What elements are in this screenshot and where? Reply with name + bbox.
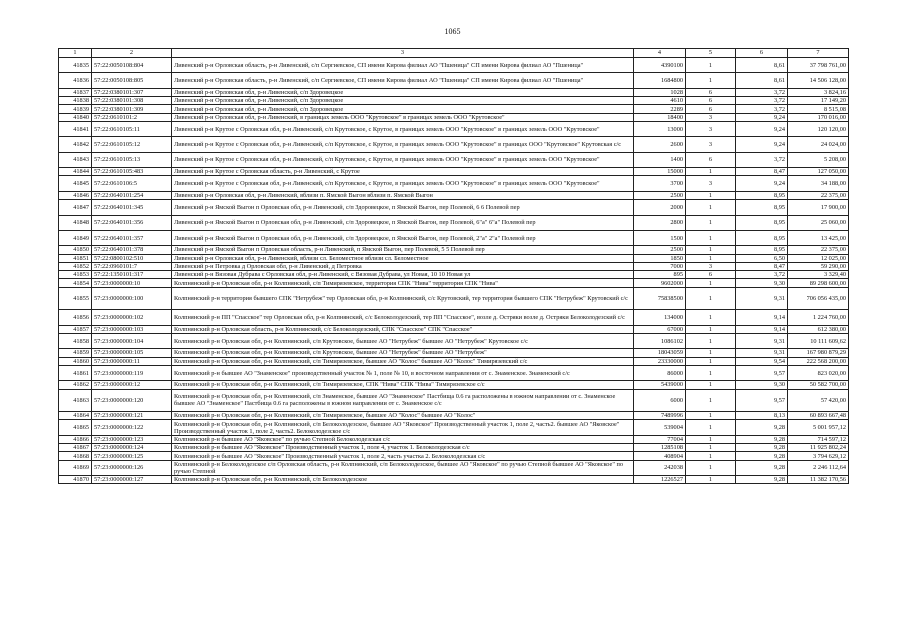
cadastral-number: 57:22:0050108:805 [92,73,172,88]
row-number: 41860 [59,357,92,365]
area-value: 77004 [634,435,686,443]
table-row [59,73,849,88]
specific-value: 8,95 [736,191,788,199]
cadastral-value: 222 568 200,00 [788,357,849,365]
land-use-group: 1 [686,444,736,452]
cadastral-value: 1 224 760,00 [788,310,849,325]
land-use-group: 1 [686,279,736,287]
cadastral-value: 5 208,00 [788,152,849,167]
land-use-group: 1 [686,476,736,484]
row-number: 41866 [59,435,92,443]
table-row [59,176,849,191]
location-description: Колпнянский р-н Орловская обл, р-н Колпнянский, с/п Тимирязевское, территория СПК "Нива" территория СПК "Нива" [172,279,634,287]
cadastral-number: 57:23:0000000:119 [92,365,172,380]
area-value: 6000 [634,389,686,412]
cadastral-value: 11 925 802,24 [788,444,849,452]
cadastral-number: 57:22:0610106:5 [92,176,172,191]
area-value: 1400 [634,152,686,167]
land-use-group: 3 [686,137,736,152]
cadastral-number: 57:22:0640101:357 [92,230,172,245]
land-use-group: 1 [686,357,736,365]
row-number: 41835 [59,58,92,73]
area-value: 4390100 [634,58,686,73]
location-description: Ливенский р-н Ямской Выгон п Орловская обл, р-н Ливенский, с/п Здоровецкое, п Ямской Выгон, пер Полевой, 2"а" 2"а" Полевой пер [172,230,634,245]
specific-value: 3,72 [736,271,788,279]
row-number: 41870 [59,476,92,484]
location-description: Ливенский р-н Крутое с Орловская область, р-н Ливенский, с Крутое [172,168,634,176]
land-use-group: 1 [686,168,736,176]
location-description: Колпнянский р-н бывшее АО "Яковское" Производственный участок 1, поле 4, участок 1. Белоколодезская с/с [172,444,634,452]
specific-value: 9,14 [736,310,788,325]
land-use-group: 1 [686,365,736,380]
area-value: 18400 [634,113,686,121]
specific-value: 9,30 [736,381,788,389]
cadastral-value: 3 824,16 [788,88,849,96]
table-row [59,412,849,420]
table-row [59,357,849,365]
table-row [59,389,849,412]
land-use-group: 1 [686,412,736,420]
table-row [59,230,849,245]
cadastral-number: 57:23:0000000:123 [92,435,172,443]
specific-value: 8,95 [736,215,788,230]
land-use-group: 3 [686,176,736,191]
cadastral-number: 57:22:0640101:378 [92,246,172,254]
specific-value: 9,28 [736,420,788,435]
area-value: 2800 [634,215,686,230]
table-row [59,97,849,105]
land-use-group: 3 [686,113,736,121]
table-row [59,105,849,113]
area-value: 2500 [634,191,686,199]
table-row [59,168,849,176]
cadastral-value: 10 111 609,62 [788,333,849,348]
table-row [59,325,849,333]
specific-value: 9,57 [736,389,788,412]
row-number: 41848 [59,215,92,230]
table-row [59,200,849,215]
row-number: 41847 [59,200,92,215]
land-use-group: 1 [686,333,736,348]
column-header: 1 [59,49,92,58]
location-description: Колпнянский р-н Орловская обл, р-н Колпнянский, с/п Крутовское, бывшее АО "Нетрубеж" бывшее АО "Нетрубеж" [172,349,634,357]
area-value: 86000 [634,365,686,380]
cadastral-number: 57:23:0000000:11 [92,357,172,365]
table-row [59,88,849,96]
cadastral-number: 57:22:0640101:345 [92,200,172,215]
land-use-group: 1 [686,230,736,245]
row-number: 41859 [59,349,92,357]
land-use-group: 1 [686,200,736,215]
area-value: 75838500 [634,287,686,310]
cadastral-value: 11 382 170,56 [788,476,849,484]
cadastral-value: 22 375,00 [788,246,849,254]
land-use-group: 6 [686,105,736,113]
cadastral-number: 57:22:0610105:12 [92,137,172,152]
land-use-group: 1 [686,73,736,88]
specific-value: 8,61 [736,58,788,73]
location-description: Ливенский р-н Орловская обл, р-н Ливенский, с/п Здоровецкое [172,88,634,96]
table-row [59,152,849,167]
row-number: 41856 [59,310,92,325]
table-row [59,113,849,121]
location-description: Ливенский р-н Ямской Выгон п Орловская обл, р-н Ливенский, с/п Здоровецкое, п Ямской Выгон, пер Полевой, 6"а" 6"а" Полевой пер [172,215,634,230]
area-value: 1028 [634,88,686,96]
row-number: 41841 [59,121,92,136]
column-header: 3 [172,49,634,58]
table-row [59,365,849,380]
table-row [59,279,849,287]
specific-value: 8,13 [736,412,788,420]
location-description: Колпнянский р-н Орловская область, р-н Колпнянский, с/с Белоколодезский, СПК "Спасское" СПК "Спасское" [172,325,634,333]
cadastral-value: 60 893 667,48 [788,412,849,420]
specific-value: 9,14 [736,325,788,333]
cadastral-number: 57:23:0000000:121 [92,412,172,420]
cadastral-number: 57:22:0610105:13 [92,152,172,167]
column-header: 6 [736,49,788,58]
cadastral-value: 5 001 957,12 [788,420,849,435]
location-description: Колпнянский р-н Белоколодезское с/п Орловская область, р-н Колпнянский, с/п Белоколодезское, бывшее АО "Яковское" по ручью Степной бывшее АО "Яковское" по ручью Степной [172,460,634,475]
table-row [59,310,849,325]
cadastral-value: 714 597,12 [788,435,849,443]
cadastral-value: 25 060,00 [788,215,849,230]
cadastral-number: 57:22:0380101:307 [92,88,172,96]
location-description: Колпнянский р-н Орловская обл, р-н Колпнянский, с/п Белоколодезское, бывшее АО "Яковское" Производственный участок 1, поле 2, часть2. бывшее АО "Яковское" Производственный участок 1, поле 2, часть2. Белоколодезское с/с [172,420,634,435]
specific-value: 3,72 [736,152,788,167]
land-use-group: 1 [686,310,736,325]
location-description: Ливенский р-н Ямской Выгон п Орловская обл, р-н Ливенский, с/п Здоровецкое, п Ямской Выгон, пер Полевой, 6 6 Полевой пер [172,200,634,215]
specific-value: 8,95 [736,200,788,215]
land-use-group: 6 [686,88,736,96]
land-use-group: 1 [686,435,736,443]
location-description: Ливенский р-н Крутое с Орловская обл, р-н Ливенский, с/п Крутовское, с Крутое, в границах земель ООО "Крутовское" в границах земель ООО "Крутовское" [172,121,634,136]
cadastral-number: 57:22:0800102:510 [92,254,172,262]
location-description: Ливенский р-н Орловская обл, р-н Ливенский, с/п Здоровецкое [172,105,634,113]
area-value: 15000 [634,168,686,176]
land-use-group: 1 [686,381,736,389]
row-number: 41837 [59,88,92,96]
area-value: 408904 [634,452,686,460]
land-use-group: 1 [686,389,736,412]
land-use-group: 1 [686,215,736,230]
land-use-group: 1 [686,349,736,357]
land-use-group: 6 [686,271,736,279]
area-value: 7489996 [634,412,686,420]
area-value: 18043059 [634,349,686,357]
location-description: Колпнянский р-н Орловская обл, р-н Колпнянский, с/п Белоколодезское [172,476,634,484]
row-number: 41845 [59,176,92,191]
area-value: 23330000 [634,357,686,365]
row-number: 41855 [59,287,92,310]
location-description: Колпнянский р-н ПП "Спасское" тер Орловская обл, р-н Колпнянский, с/с Белоколодезский, тер ПП "Спасское", возле д. Остряки возле д. Остряки Белоколодезский с/с [172,310,634,325]
cadastral-number: 57:23:0000000:124 [92,444,172,452]
cadastral-number: 57:23:0000000:100 [92,287,172,310]
row-number: 41836 [59,73,92,88]
specific-value: 9,28 [736,460,788,475]
cadastral-value: 127 050,00 [788,168,849,176]
specific-value: 9,24 [736,113,788,121]
cadastral-number: 57:23:0000000:105 [92,349,172,357]
cadastral-number: 57:23:0000000:10 [92,279,172,287]
row-number: 41857 [59,325,92,333]
land-register-table [58,48,849,484]
page-number: 1065 [444,27,461,36]
table-row [59,349,849,357]
cadastral-value: 17 149,20 [788,97,849,105]
row-number: 41853 [59,271,92,279]
table-row [59,444,849,452]
land-use-group: 1 [686,58,736,73]
column-header: 4 [634,49,686,58]
specific-value: 8,95 [736,230,788,245]
specific-value: 6,50 [736,254,788,262]
cadastral-number: 57:22:0610105:11 [92,121,172,136]
table-row [59,137,849,152]
specific-value: 9,30 [736,279,788,287]
location-description: Колпнянский р-н бывшее АО "Знаменское" производственный участок № 1, поле № 10, в восточном направлении от с. Знаменское. Знаменский с/с [172,365,634,380]
location-description: Ливенский р-н Вязовая Дубрава с Орловская обл, р-н Ливенский, с Вязовая Дубрава, ул Новая, 10 10 Новая ул [172,271,634,279]
cadastral-value: 3 794 629,12 [788,452,849,460]
land-use-group: 1 [686,246,736,254]
location-description: Колпнянский р-н Орловская обл, р-н Колпнянский, с/п Знаменское, бывшее АО "Знаменское" Пастбища 0.6 га расположены в южном направлении от с. Знаменское бывшее АО "Знаменское" Пастбища 0.6 га расположены в южном направлении от с. Знаменское с/с [172,389,634,412]
specific-value: 9,28 [736,444,788,452]
area-value: 9602000 [634,279,686,287]
area-value: 539004 [634,420,686,435]
table-row [59,476,849,484]
row-number: 41846 [59,191,92,199]
cadastral-number: 57:23:0000000:104 [92,333,172,348]
specific-value: 8,61 [736,73,788,88]
specific-value: 8,95 [736,246,788,254]
land-use-group: 1 [686,420,736,435]
row-number: 41865 [59,420,92,435]
row-number: 41840 [59,113,92,121]
cadastral-value: 120 120,00 [788,121,849,136]
cadastral-value: 12 025,00 [788,254,849,262]
location-description: Ливенский р-н Крутое с Орловская обл, р-н Ливенский, с/п Крутовское, с Крутое, в границах земель ООО "Крутовское" в границах земель ООО "Крутовское" [172,176,634,191]
cadastral-value: 59 290,00 [788,262,849,270]
location-description: Колпнянский р-н Орловская обл, р-н Колпнянский, с/п Крутовское, бывшее АО "Нетрубеж" бывшее АО "Нетрубеж" Крутовское с/с [172,333,634,348]
location-description: Ливенский р-н Петровка д Орловская обл, р-н Ливенский, д Петровка [172,262,634,270]
land-use-group: 3 [686,121,736,136]
cadastral-value: 167 980 879,29 [788,349,849,357]
area-value: 3700 [634,176,686,191]
row-number: 41851 [59,254,92,262]
cadastral-number: 57:23:0000000:122 [92,420,172,435]
cadastral-value: 37 798 761,00 [788,58,849,73]
specific-value: 8,47 [736,262,788,270]
cadastral-number: 57:22:1350101:317 [92,271,172,279]
cadastral-number: 57:22:0640101:254 [92,191,172,199]
cadastral-number: 57:23:0000000:125 [92,452,172,460]
cadastral-value: 8 515,08 [788,105,849,113]
cadastral-value: 612 380,00 [788,325,849,333]
specific-value: 9,31 [736,287,788,310]
cadastral-number: 57:22:0610101:2 [92,113,172,121]
row-number: 41854 [59,279,92,287]
location-description: Колпнянский р-н Орловская обл, р-н Колпнянский, с/п Тимирязевское, бывшее АО "Колос" бывшее АО "Колос" Тимирязевский с/с [172,357,634,365]
table-row [59,271,849,279]
header-row [59,49,849,58]
area-value: 1684800 [634,73,686,88]
table-row [59,333,849,348]
column-header: 7 [788,49,849,58]
row-number: 41838 [59,97,92,105]
table-row [59,420,849,435]
cadastral-value: 50 582 700,00 [788,381,849,389]
cadastral-number: 57:22:0380101:308 [92,97,172,105]
location-description: Колпнянский р-н бывшее АО "Яковское" Производственный участок 1, поле 2, часть участка 2. Белоколодезская с/с [172,452,634,460]
specific-value: 9,28 [736,435,788,443]
row-number: 41850 [59,246,92,254]
table-row [59,435,849,443]
location-description: Ливенский р-н Ямской Выгон п Орловская область, р-н Ливенский, п Ямской Выгон, пер Полевой, 5 5 Полевой пер [172,246,634,254]
location-description: Ливенский р-н Орловская обл, р-н Ливенский, в границах земель ООО "Крутовское" в границах земель ООО "Крутовское" [172,113,634,121]
table-row [59,287,849,310]
specific-value: 3,72 [736,88,788,96]
land-use-group: 1 [686,254,736,262]
specific-value: 9,24 [736,121,788,136]
location-description: Колпнянский р-н Орловская обл, р-н Колпнянский, с/п Тимирязевское, СПК "Нива" СПК "Нива" Тимирязевское с/с [172,381,634,389]
land-use-group: 1 [686,287,736,310]
table-row [59,121,849,136]
cadastral-value: 2 246 112,64 [788,460,849,475]
table-row [59,191,849,199]
cadastral-value: 706 056 435,00 [788,287,849,310]
cadastral-number: 57:22:0640101:356 [92,215,172,230]
area-value: 2000 [634,200,686,215]
row-number: 41844 [59,168,92,176]
location-description: Ливенский р-н Орловская область, р-н Ливенский, с/п Сергиевское, СП имени Кирова филиал АО "Пшеница" СП имени Кирова филиал АО "Пшеница" [172,58,634,73]
specific-value: 9,54 [736,357,788,365]
specific-value: 8,47 [736,168,788,176]
area-value: 5439000 [634,381,686,389]
location-description: Колпнянский р-н Орловская обл, р-н Колпнянский, с/п Тимирязевское, бывшее АО "Колос" бывшее АО "Колос" [172,412,634,420]
cadastral-value: 14 506 128,00 [788,73,849,88]
cadastral-value: 57 420,00 [788,389,849,412]
land-use-group: 3 [686,262,736,270]
area-value: 1226527 [634,476,686,484]
location-description: Ливенский р-н Орловская область, р-н Ливенский, с/п Сергиевское, СП имени Кирова филиал АО "Пшеница" СП имени Кирова филиал АО "Пшеница" [172,73,634,88]
cadastral-number: 57:22:0050108:804 [92,58,172,73]
cadastral-value: 13 425,00 [788,230,849,245]
row-number: 41858 [59,333,92,348]
row-number: 41864 [59,412,92,420]
land-use-group: 6 [686,152,736,167]
specific-value: 9,31 [736,333,788,348]
cadastral-value: 170 016,00 [788,113,849,121]
land-use-group: 1 [686,191,736,199]
column-header: 5 [686,49,736,58]
cadastral-value: 3 329,40 [788,271,849,279]
cadastral-value: 17 900,00 [788,200,849,215]
area-value: 134000 [634,310,686,325]
cadastral-value: 823 020,00 [788,365,849,380]
area-value: 1850 [634,254,686,262]
area-value: 1285108 [634,444,686,452]
area-value: 242038 [634,460,686,475]
table-row [59,215,849,230]
row-number: 41867 [59,444,92,452]
table-row [59,381,849,389]
row-number: 41869 [59,460,92,475]
row-number: 41839 [59,105,92,113]
location-description: Колпнянский р-н бывшее АО "Яковское" по ручью Степной Белоколодезская с/с [172,435,634,443]
specific-value: 9,57 [736,365,788,380]
row-number: 41842 [59,137,92,152]
row-number: 41868 [59,452,92,460]
land-use-group: 1 [686,452,736,460]
row-number: 41861 [59,365,92,380]
row-number: 41843 [59,152,92,167]
specific-value: 9,24 [736,137,788,152]
table-row [59,254,849,262]
row-number: 41862 [59,381,92,389]
area-value: 2289 [634,105,686,113]
location-description: Ливенский р-н Крутое с Орловская обл, р-н Ливенский, с/п Крутовское, с Крутое, в границах земель ООО "Крутовское" в границах земель ООО "Крутовское" [172,152,634,167]
specific-value: 3,72 [736,105,788,113]
area-value: 2500 [634,246,686,254]
area-value: 13000 [634,121,686,136]
location-description: Ливенский р-н Крутое с Орловская обл, р-н Ливенский, с/п Крутовское, с Крутое, в границах земель ООО "Крутовское" в границах ООО "Крутовское" Крутовская с/с [172,137,634,152]
cadastral-value: 24 024,00 [788,137,849,152]
table-row [59,460,849,475]
specific-value: 9,28 [736,452,788,460]
specific-value: 9,24 [736,176,788,191]
area-value: 4610 [634,97,686,105]
land-use-group: 6 [686,97,736,105]
area-value: 1500 [634,230,686,245]
location-description: Колпнянский р-н территория бывшего СПК "Нетрубеж" тер Орловская обл, р-н Колпнянский, с/с Крутовский, тер территория бывшего СПК "Нетрубеж" Крутовский с/с [172,287,634,310]
cadastral-number: 57:23:0000000:127 [92,476,172,484]
cadastral-number: 57:23:0000000:102 [92,310,172,325]
column-header: 2 [92,49,172,58]
specific-value: 9,31 [736,349,788,357]
location-description: Ливенский р-н Орловская обл, р-н Ливенский, с/п Здоровецкое [172,97,634,105]
cadastral-number: 57:23:0000000:103 [92,325,172,333]
land-use-group: 1 [686,460,736,475]
area-value: 67000 [634,325,686,333]
cadastral-number: 57:22:0960101:7 [92,262,172,270]
row-number: 41852 [59,262,92,270]
specific-value: 3,72 [736,97,788,105]
table-row [59,246,849,254]
cadastral-value: 34 188,00 [788,176,849,191]
cadastral-value: 89 298 600,00 [788,279,849,287]
cadastral-number: 57:22:0380101:309 [92,105,172,113]
area-value: 7000 [634,262,686,270]
land-use-group: 1 [686,325,736,333]
row-number: 41849 [59,230,92,245]
table-row [59,452,849,460]
cadastral-number: 57:23:0000000:12 [92,381,172,389]
cadastral-number: 57:23:0000000:120 [92,389,172,412]
row-number: 41863 [59,389,92,412]
area-value: 895 [634,271,686,279]
location-description: Ливенский р-н Орловская обл, р-н Ливенский, вблизи п. Ямской Выгон вблизи п. Ямской Выгон [172,191,634,199]
table-row [59,58,849,73]
cadastral-number: 57:22:0610105:483 [92,168,172,176]
area-value: 2600 [634,137,686,152]
cadastral-number: 57:23:0000000:126 [92,460,172,475]
specific-value: 9,28 [736,476,788,484]
table-row [59,262,849,270]
location-description: Ливенский р-н Орловская обл, р-н Ливенский, вблизи сл. Беломестное вблизи сл. Беломестное [172,254,634,262]
area-value: 1086102 [634,333,686,348]
cadastral-value: 22 375,00 [788,191,849,199]
